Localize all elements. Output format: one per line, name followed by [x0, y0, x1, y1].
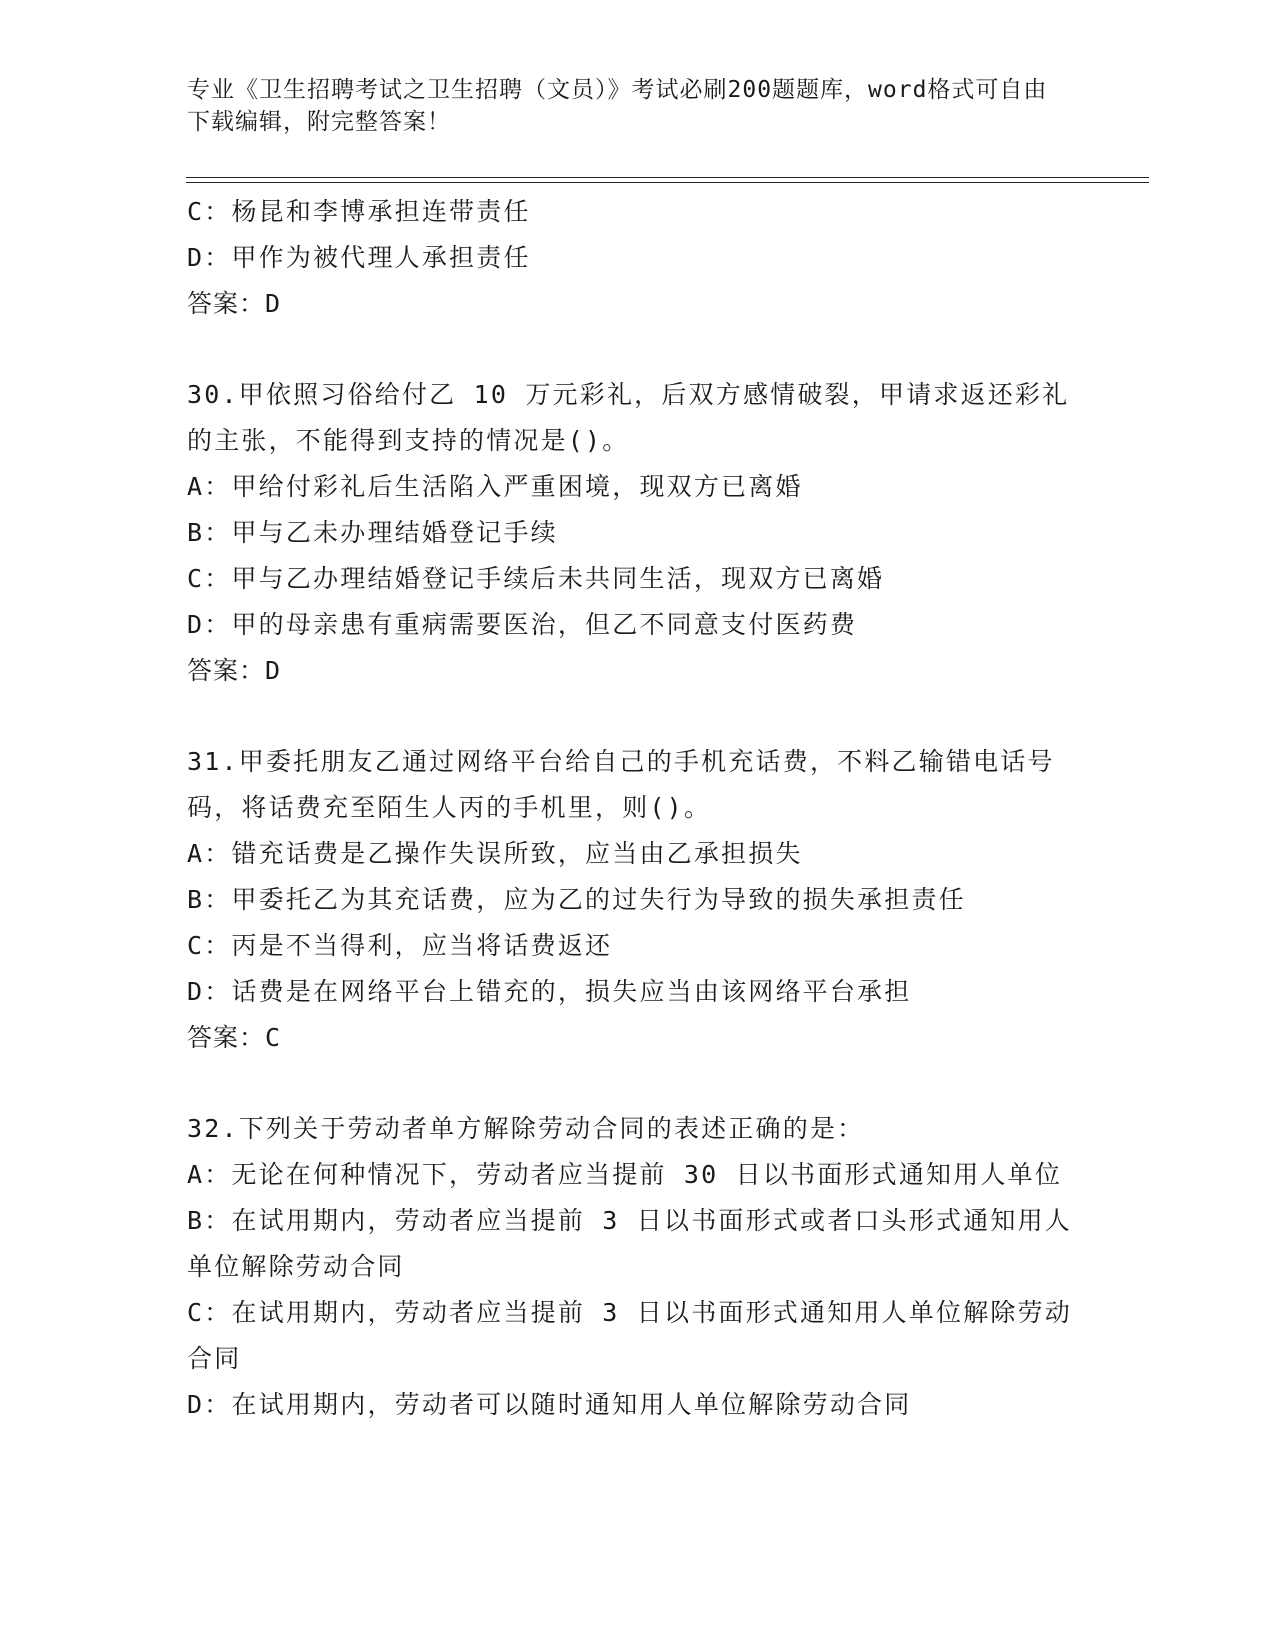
question-stem: 32.下列关于劳动者单方解除劳动合同的表述正确的是：	[187, 1114, 865, 1143]
option-d: D：在试用期内，劳动者可以随时通知用人单位解除劳动合同	[187, 1390, 912, 1419]
option-b: B：甲与乙未办理结婚登记手续	[187, 518, 558, 547]
option-d: D：甲作为被代理人承担责任	[187, 243, 531, 272]
question-32	[187, 1106, 1077, 1428]
option-b: B：甲委托乙为其充话费，应为乙的过失行为导致的损失承担责任	[187, 885, 966, 914]
option-d: D：话费是在网络平台上错充的，损失应当由该网络平台承担	[187, 977, 912, 1006]
option-a: A：无论在何种情况下，劳动者应当提前 30 日以书面形式通知用人单位	[187, 1160, 1063, 1189]
option-a: A：甲给付彩礼后生活陷入严重困境，现双方已离婚	[187, 472, 803, 501]
option-c: C：丙是不当得利，应当将话费返还	[187, 931, 613, 960]
document-header	[187, 74, 1067, 138]
option-c: C：甲与乙办理结婚登记手续后未共同生活，现双方已离婚	[187, 564, 885, 593]
spacer	[187, 327, 1077, 372]
spacer	[187, 694, 1077, 739]
header-divider-bottom	[186, 182, 1149, 183]
option-c: C：杨昆和李博承担连带责任	[187, 197, 531, 226]
option-c: C：在试用期内，劳动者应当提前 3 日以书面形式通知用人单位解除劳动合同	[187, 1298, 1073, 1373]
option-b: B：在试用期内，劳动者应当提前 3 日以书面形式或者口头形式通知用人单位解除劳动合同	[187, 1206, 1073, 1281]
question-31	[187, 739, 1077, 1061]
spacer	[187, 1061, 1077, 1106]
question-stem: 31.甲委托朋友乙通过网络平台给自己的手机充话费，不料乙输错电话号码，将话费充至陌生人丙的手机里，则()。	[187, 747, 1055, 822]
document-body	[187, 189, 1077, 1428]
answer-line: 答案：D	[187, 289, 282, 318]
question-fragment	[187, 189, 1077, 327]
answer-line: 答案：D	[187, 656, 282, 685]
header-divider-top	[186, 177, 1149, 178]
header-text: 专业《卫生招聘考试之卫生招聘（文员）》考试必刷200题题库，word格式可自由下载编辑，附完整答案！	[187, 77, 1048, 135]
option-a: A：错充话费是乙操作失误所致，应当由乙承担损失	[187, 839, 803, 868]
answer-line: 答案：C	[187, 1023, 282, 1052]
question-stem: 30.甲依照习俗给付乙 10 万元彩礼，后双方感情破裂，甲请求返还彩礼的主张，不能得到支持的情况是()。	[187, 380, 1070, 455]
option-d: D：甲的母亲患有重病需要医治，但乙不同意支付医药费	[187, 610, 858, 639]
question-30	[187, 372, 1077, 694]
